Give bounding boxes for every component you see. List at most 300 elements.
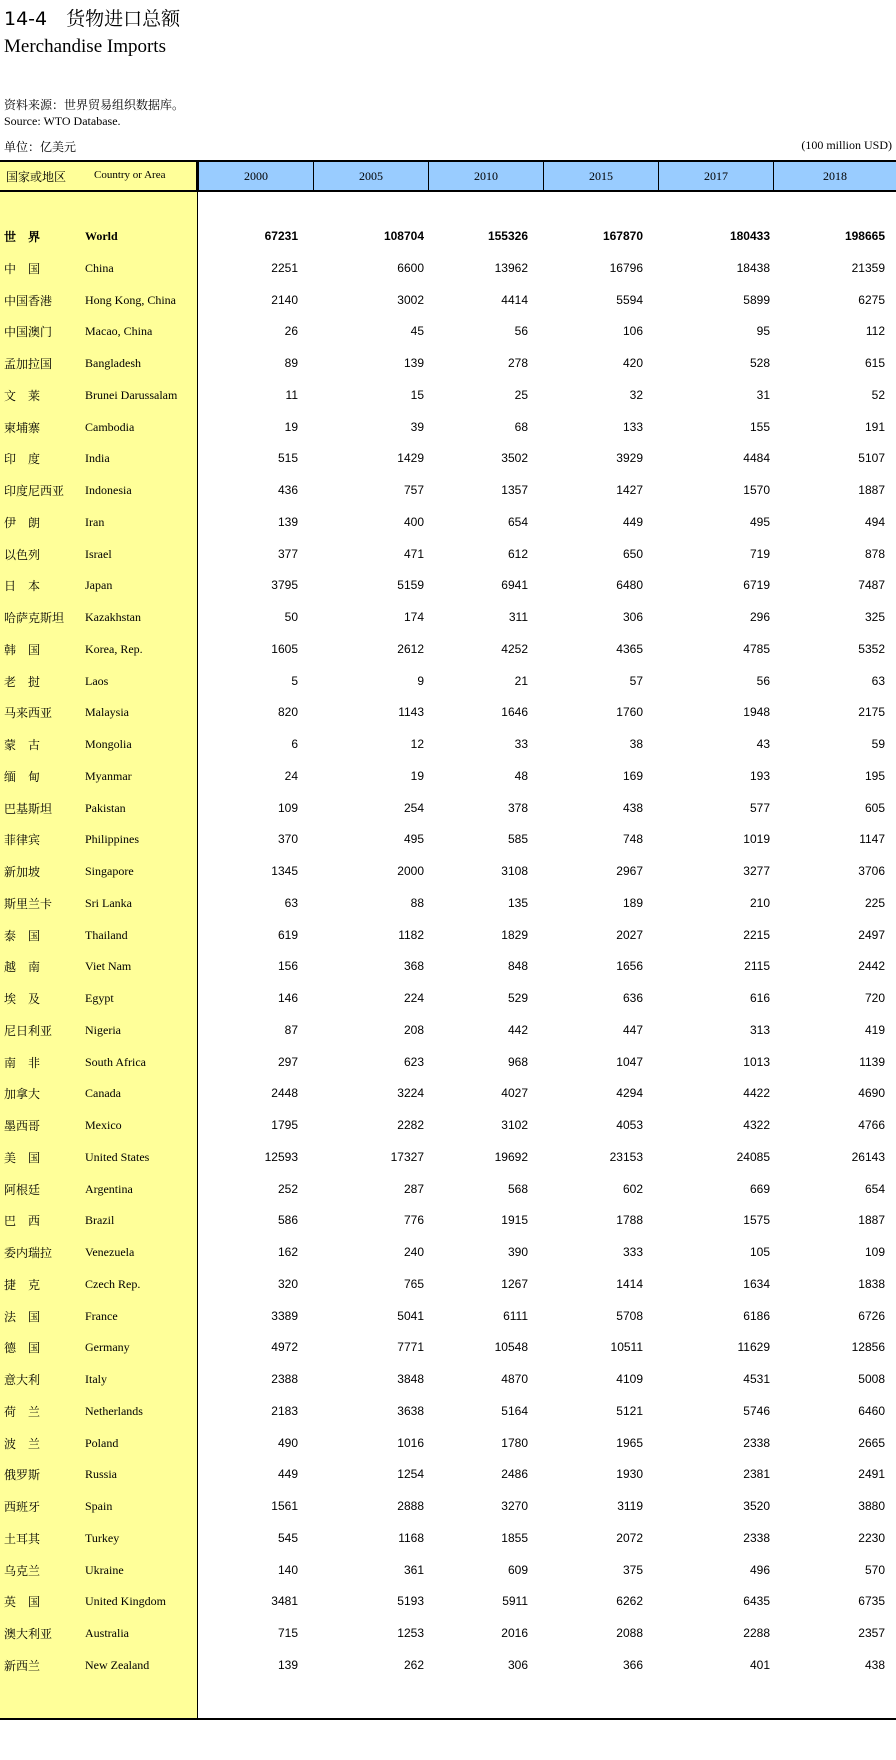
row-country-cn: 斯里兰卡 bbox=[4, 896, 53, 911]
row-country-en: New Zealand bbox=[85, 1657, 150, 1672]
row-value-2010: 19692 bbox=[494, 1149, 528, 1164]
row-country-cn: 委内瑞拉 bbox=[4, 1246, 53, 1260]
row-country-en: Japan bbox=[85, 578, 113, 593]
row-country-cn: 印 度 bbox=[4, 452, 41, 467]
row-value-2015: 1047 bbox=[616, 1054, 643, 1069]
year-header-5: 2018 bbox=[773, 162, 896, 190]
row-value-2017: 24085 bbox=[736, 1149, 770, 1164]
row-value-2015: 23153 bbox=[609, 1149, 643, 1164]
row-value-2005: 17327 bbox=[390, 1149, 424, 1164]
row-country-en: United States bbox=[85, 1149, 150, 1164]
row-value-2000: 156 bbox=[277, 959, 298, 974]
row-country-cn: 加拿大 bbox=[4, 1087, 41, 1102]
table-row bbox=[0, 317, 896, 349]
row-value-2017: 155 bbox=[749, 419, 770, 434]
row-value-2015: 366 bbox=[622, 1657, 643, 1672]
row-value-2017: 616 bbox=[749, 991, 770, 1005]
table-row bbox=[0, 1429, 896, 1461]
table-row bbox=[0, 1397, 896, 1429]
row-country-cn: 日 本 bbox=[4, 579, 41, 594]
row-value-2000: 370 bbox=[277, 832, 298, 847]
row-country-cn: 墨西哥 bbox=[4, 1119, 41, 1133]
row-value-2010: 21 bbox=[514, 673, 528, 688]
row-country-cn: 波 兰 bbox=[4, 1436, 41, 1451]
row-country-cn: 世 界 bbox=[4, 230, 41, 244]
row-country-cn: 尼日利亚 bbox=[4, 1023, 53, 1038]
row-value-2018: 2175 bbox=[858, 705, 885, 720]
row-value-2018: 5107 bbox=[858, 451, 885, 466]
row-value-2018: 7487 bbox=[858, 578, 885, 593]
row-value-2015: 1965 bbox=[616, 1435, 643, 1450]
row-value-2000: 162 bbox=[277, 1245, 298, 1259]
row-value-2017: 193 bbox=[749, 768, 770, 783]
row-country-cn: 蒙 古 bbox=[4, 738, 41, 752]
table-row bbox=[0, 476, 896, 508]
table-row bbox=[0, 1238, 896, 1270]
row-country-cn: 西班牙 bbox=[4, 1500, 41, 1514]
row-country-cn: 柬埔寨 bbox=[4, 420, 41, 435]
row-value-2018: 570 bbox=[864, 1562, 885, 1577]
row-value-2000: 11 bbox=[285, 387, 298, 402]
row-value-2005: 623 bbox=[403, 1054, 424, 1069]
row-country-cn: 伊 朗 bbox=[4, 515, 41, 530]
row-value-2018: 112 bbox=[865, 324, 885, 339]
row-value-2015: 10511 bbox=[610, 1340, 643, 1355]
row-value-2005: 495 bbox=[403, 832, 424, 847]
row-value-2015: 106 bbox=[622, 324, 643, 339]
row-value-2010: 5911 bbox=[502, 1594, 528, 1609]
row-value-2017: 577 bbox=[749, 800, 770, 815]
row-value-2010: 13962 bbox=[494, 260, 528, 275]
row-country-en: Australia bbox=[85, 1626, 129, 1640]
row-value-2015: 5121 bbox=[616, 1403, 643, 1418]
table-row bbox=[0, 286, 896, 318]
row-value-2017: 4322 bbox=[743, 1118, 770, 1132]
row-value-2017: 31 bbox=[756, 387, 770, 402]
table-row bbox=[0, 1079, 896, 1111]
row-value-2018: 438 bbox=[864, 1657, 885, 1672]
row-value-2018: 225 bbox=[864, 895, 885, 910]
row-value-2015: 333 bbox=[622, 1245, 643, 1259]
row-value-2000: 19 bbox=[284, 419, 298, 434]
row-value-2005: 1253 bbox=[397, 1626, 424, 1640]
row-country-cn: 中 国 bbox=[4, 261, 41, 276]
row-value-2015: 5594 bbox=[616, 292, 643, 307]
row-country-en: Brazil bbox=[85, 1213, 115, 1228]
source-note-en: Source: WTO Database. bbox=[4, 114, 121, 128]
row-value-2005: 7771 bbox=[397, 1340, 424, 1355]
row-value-2018: 59 bbox=[871, 737, 885, 751]
row-value-2010: 390 bbox=[507, 1245, 528, 1259]
row-value-2018: 52 bbox=[871, 387, 885, 402]
row-value-2005: 5041 bbox=[397, 1308, 424, 1323]
row-value-2018: 195 bbox=[864, 768, 885, 783]
row-value-2005: 1254 bbox=[397, 1467, 424, 1482]
row-value-2015: 1656 bbox=[616, 959, 643, 974]
row-value-2017: 18438 bbox=[736, 260, 770, 275]
row-value-2010: 1267 bbox=[501, 1276, 528, 1291]
row-country-en: Spain bbox=[85, 1499, 113, 1513]
row-country-en: France bbox=[85, 1308, 118, 1323]
row-country-cn: 俄罗斯 bbox=[4, 1468, 41, 1483]
row-country-cn: 美 国 bbox=[4, 1150, 41, 1165]
source-note-cn: 资料来源：世界贸易组织数据库。 bbox=[4, 98, 185, 112]
table-row bbox=[0, 1460, 896, 1492]
table-row bbox=[0, 349, 896, 381]
row-value-2005: 2612 bbox=[397, 641, 424, 656]
row-country-cn: 阿根廷 bbox=[4, 1182, 41, 1197]
row-value-2015: 1760 bbox=[616, 705, 643, 720]
row-value-2015: 4109 bbox=[616, 1372, 643, 1386]
row-value-2005: 6600 bbox=[397, 260, 424, 275]
row-value-2017: 2381 bbox=[743, 1467, 770, 1482]
row-value-2017: 5746 bbox=[743, 1403, 770, 1418]
row-value-2000: 1561 bbox=[271, 1499, 298, 1513]
row-value-2017: 56 bbox=[756, 673, 770, 688]
row-value-2018: 2230 bbox=[858, 1530, 885, 1545]
row-value-2010: 612 bbox=[507, 546, 528, 561]
row-value-2015: 16796 bbox=[609, 260, 643, 275]
row-value-2017: 669 bbox=[749, 1181, 770, 1196]
table-row bbox=[0, 1111, 896, 1143]
table-row bbox=[0, 1365, 896, 1397]
row-country-en: Brunei Darussalam bbox=[85, 387, 178, 402]
row-value-2005: 9 bbox=[417, 673, 424, 688]
row-value-2005: 471 bbox=[403, 546, 424, 561]
row-value-2010: 4870 bbox=[501, 1372, 528, 1386]
row-value-2017: 495 bbox=[749, 514, 770, 529]
row-country-cn: 以色列 bbox=[4, 547, 41, 562]
row-value-2010: 1855 bbox=[501, 1530, 528, 1545]
row-value-2018: 1139 bbox=[859, 1054, 885, 1069]
row-value-2010: 1646 bbox=[501, 705, 528, 720]
row-value-2005: 1016 bbox=[397, 1435, 424, 1450]
year-header-3: 2015 bbox=[543, 162, 658, 190]
row-value-2010: 2016 bbox=[501, 1626, 528, 1640]
row-country-en: Venezuela bbox=[85, 1245, 135, 1259]
row-value-2015: 306 bbox=[622, 610, 643, 624]
table-row bbox=[0, 444, 896, 476]
row-value-2005: 765 bbox=[403, 1276, 424, 1291]
row-country-cn: 哈萨克斯坦 bbox=[4, 611, 65, 625]
row-value-2000: 586 bbox=[277, 1213, 298, 1228]
row-value-2018: 2491 bbox=[858, 1467, 885, 1482]
table-row bbox=[0, 571, 896, 603]
row-value-2010: 3270 bbox=[501, 1499, 528, 1513]
row-country-cn: 巴基斯坦 bbox=[4, 801, 53, 816]
row-value-2005: 2000 bbox=[397, 864, 424, 878]
row-value-2017: 210 bbox=[749, 895, 770, 910]
row-value-2015: 38 bbox=[629, 737, 643, 751]
row-country-en: Viet Nam bbox=[85, 959, 132, 974]
row-value-2000: 109 bbox=[277, 800, 298, 815]
row-value-2005: 2888 bbox=[397, 1499, 424, 1513]
table-row bbox=[0, 603, 896, 635]
row-country-cn: 韩 国 bbox=[4, 642, 41, 657]
row-value-2010: 968 bbox=[507, 1054, 528, 1069]
row-value-2015: 32 bbox=[629, 387, 643, 402]
row-value-2010: 3102 bbox=[501, 1118, 528, 1132]
row-country-en: Sri Lanka bbox=[85, 895, 132, 910]
row-value-2017: 496 bbox=[749, 1562, 770, 1577]
row-value-2010: 6111 bbox=[503, 1308, 528, 1323]
row-value-2005: 45 bbox=[410, 324, 424, 339]
row-country-en: Russia bbox=[85, 1467, 118, 1482]
year-header-2: 2010 bbox=[428, 162, 543, 190]
row-value-2005: 15 bbox=[410, 387, 424, 402]
row-value-2015: 449 bbox=[622, 514, 643, 529]
row-value-2018: 2442 bbox=[858, 959, 885, 974]
row-value-2015: 6480 bbox=[616, 578, 643, 593]
row-country-en: Kazakhstan bbox=[85, 610, 141, 624]
row-value-2018: 878 bbox=[864, 546, 885, 561]
row-value-2005: 3638 bbox=[397, 1403, 424, 1418]
row-value-2000: 545 bbox=[277, 1530, 298, 1545]
row-value-2017: 1570 bbox=[743, 483, 770, 497]
row-value-2015: 375 bbox=[622, 1562, 643, 1577]
row-country-en: Thailand bbox=[85, 927, 128, 942]
row-country-en: Iran bbox=[85, 514, 105, 529]
row-value-2018: 2357 bbox=[858, 1626, 885, 1640]
table-row bbox=[0, 413, 896, 445]
row-country-en: Myanmar bbox=[85, 768, 132, 783]
row-value-2015: 748 bbox=[622, 832, 643, 847]
table-row bbox=[0, 825, 896, 857]
row-value-2017: 43 bbox=[756, 737, 770, 751]
row-value-2017: 2115 bbox=[744, 959, 770, 974]
row-country-cn: 老 挝 bbox=[4, 674, 41, 689]
table-row bbox=[0, 508, 896, 540]
row-country-en: Turkey bbox=[85, 1530, 120, 1545]
year-header-1: 2005 bbox=[313, 162, 428, 190]
row-value-2005: 39 bbox=[410, 419, 424, 434]
row-value-2005: 1429 bbox=[397, 451, 424, 466]
row-value-2010: 3502 bbox=[501, 451, 528, 466]
row-value-2000: 2251 bbox=[271, 260, 298, 275]
row-value-2010: 68 bbox=[514, 419, 528, 434]
row-value-2005: 3002 bbox=[397, 292, 424, 307]
row-value-2018: 21359 bbox=[851, 260, 885, 275]
row-value-2015: 167870 bbox=[602, 229, 643, 243]
table-row bbox=[0, 1048, 896, 1080]
row-country-en: Hong Kong, China bbox=[85, 292, 176, 307]
row-value-2005: 224 bbox=[403, 991, 424, 1005]
row-value-2005: 108704 bbox=[383, 229, 424, 243]
row-country-en: Malaysia bbox=[85, 705, 129, 720]
year-header-0: 2000 bbox=[198, 162, 313, 190]
row-value-2000: 146 bbox=[277, 991, 298, 1005]
row-country-en: Pakistan bbox=[85, 800, 126, 815]
row-value-2000: 449 bbox=[277, 1467, 298, 1482]
row-country-en: Nigeria bbox=[85, 1022, 121, 1037]
row-value-2018: 6275 bbox=[858, 292, 885, 307]
table-row bbox=[0, 635, 896, 667]
row-country-cn: 乌克兰 bbox=[4, 1563, 41, 1578]
table-row bbox=[0, 1175, 896, 1207]
row-value-2005: 1182 bbox=[398, 927, 424, 942]
row-value-2017: 5899 bbox=[743, 292, 770, 307]
row-country-cn: 南 非 bbox=[4, 1055, 41, 1070]
row-value-2000: 140 bbox=[277, 1562, 298, 1577]
row-value-2015: 57 bbox=[629, 673, 643, 688]
row-value-2010: 3108 bbox=[501, 864, 528, 878]
row-value-2000: 2448 bbox=[271, 1086, 298, 1101]
table-row bbox=[0, 1143, 896, 1175]
row-value-2018: 6726 bbox=[858, 1308, 885, 1323]
row-value-2005: 400 bbox=[403, 514, 424, 529]
row-country-cn: 捷 克 bbox=[4, 1277, 41, 1292]
table-row bbox=[0, 889, 896, 921]
row-value-2015: 2967 bbox=[616, 864, 643, 878]
row-value-2010: 155326 bbox=[487, 229, 528, 243]
row-value-2000: 24 bbox=[284, 768, 298, 783]
row-value-2018: 4690 bbox=[858, 1086, 885, 1101]
row-value-2005: 12 bbox=[410, 737, 424, 751]
row-value-2000: 3389 bbox=[271, 1308, 298, 1323]
row-country-en: Singapore bbox=[85, 864, 134, 878]
row-value-2018: 419 bbox=[864, 1022, 885, 1037]
row-value-2018: 494 bbox=[864, 514, 885, 529]
row-value-2000: 377 bbox=[277, 546, 298, 561]
row-value-2018: 1887 bbox=[858, 483, 885, 497]
row-value-2010: 48 bbox=[514, 768, 528, 783]
row-value-2015: 2027 bbox=[616, 927, 643, 942]
row-value-2017: 1634 bbox=[743, 1276, 770, 1291]
row-value-2000: 2388 bbox=[271, 1372, 298, 1386]
row-value-2017: 4785 bbox=[743, 641, 770, 656]
row-value-2015: 2072 bbox=[616, 1530, 643, 1545]
row-country-cn: 澳大利亚 bbox=[4, 1627, 53, 1641]
row-country-en: Cambodia bbox=[85, 419, 135, 434]
table-row bbox=[0, 984, 896, 1016]
row-value-2015: 602 bbox=[622, 1181, 643, 1196]
row-country-cn: 英 国 bbox=[4, 1595, 41, 1610]
row-value-2018: 2497 bbox=[858, 927, 885, 942]
table-row bbox=[0, 762, 896, 794]
row-country-cn: 埃 及 bbox=[4, 992, 41, 1006]
row-value-2018: 109 bbox=[864, 1245, 885, 1259]
row-value-2017: 4484 bbox=[743, 451, 770, 466]
row-value-2018: 5352 bbox=[858, 641, 885, 656]
row-value-2000: 1345 bbox=[271, 864, 298, 878]
row-value-2017: 2288 bbox=[743, 1626, 770, 1640]
row-value-2017: 296 bbox=[749, 610, 770, 624]
row-country-en: Mongolia bbox=[85, 737, 132, 751]
row-value-2000: 12593 bbox=[264, 1149, 298, 1164]
row-country-en: Germany bbox=[85, 1340, 130, 1355]
row-value-2017: 6186 bbox=[743, 1308, 770, 1323]
row-value-2017: 2338 bbox=[743, 1435, 770, 1450]
row-value-2005: 1143 bbox=[398, 705, 424, 720]
row-value-2000: 4972 bbox=[271, 1340, 298, 1355]
row-country-cn: 意大利 bbox=[4, 1373, 41, 1387]
row-value-2000: 515 bbox=[277, 451, 298, 466]
row-country-cn: 荷 兰 bbox=[4, 1404, 41, 1419]
table-row bbox=[0, 1651, 896, 1683]
row-value-2018: 6460 bbox=[858, 1403, 885, 1418]
row-value-2010: 5164 bbox=[501, 1403, 528, 1418]
row-country-en: Israel bbox=[85, 546, 112, 561]
row-value-2005: 5193 bbox=[397, 1594, 424, 1609]
row-country-cn: 巴 西 bbox=[4, 1214, 41, 1229]
row-value-2010: 306 bbox=[507, 1657, 528, 1672]
row-value-2005: 3224 bbox=[397, 1086, 424, 1101]
row-value-2005: 262 bbox=[403, 1657, 424, 1672]
row-value-2018: 1887 bbox=[858, 1213, 885, 1228]
row-value-2015: 1414 bbox=[616, 1276, 643, 1291]
row-country-en: Czech Rep. bbox=[85, 1276, 141, 1291]
row-value-2000: 89 bbox=[284, 356, 298, 370]
page-title-cn: 14-4 货物进口总额 bbox=[4, 8, 181, 30]
row-value-2010: 585 bbox=[507, 832, 528, 847]
row-country-en: India bbox=[85, 451, 110, 466]
row-value-2000: 252 bbox=[277, 1181, 298, 1196]
row-value-2000: 715 bbox=[277, 1626, 298, 1640]
row-value-2010: 311 bbox=[508, 610, 528, 624]
row-country-en: Argentina bbox=[85, 1181, 133, 1196]
row-value-2000: 50 bbox=[284, 610, 298, 624]
table-row bbox=[0, 254, 896, 286]
row-value-2015: 636 bbox=[622, 991, 643, 1005]
row-country-en: Netherlands bbox=[85, 1403, 143, 1418]
row-value-2015: 1930 bbox=[616, 1467, 643, 1482]
row-value-2017: 105 bbox=[749, 1245, 770, 1259]
row-value-2010: 1829 bbox=[501, 927, 528, 942]
row-value-2018: 3706 bbox=[858, 864, 885, 878]
row-country-en: Philippines bbox=[85, 832, 140, 847]
row-value-2015: 650 bbox=[622, 546, 643, 561]
row-value-2010: 1780 bbox=[501, 1435, 528, 1450]
table-row bbox=[0, 698, 896, 730]
row-value-2010: 2486 bbox=[501, 1467, 528, 1482]
table-bottom-rule bbox=[0, 1718, 896, 1720]
row-value-2005: 361 bbox=[403, 1562, 424, 1577]
row-value-2005: 5159 bbox=[397, 578, 424, 593]
row-value-2015: 133 bbox=[622, 419, 643, 434]
row-value-2005: 139 bbox=[403, 356, 424, 370]
row-country-cn: 德 国 bbox=[4, 1341, 41, 1356]
row-value-2005: 208 bbox=[403, 1022, 424, 1037]
row-country-cn: 印度尼西亚 bbox=[4, 484, 65, 498]
table-row bbox=[0, 381, 896, 413]
row-value-2000: 87 bbox=[284, 1022, 298, 1037]
row-value-2000: 2140 bbox=[271, 292, 298, 307]
row-value-2000: 139 bbox=[277, 514, 298, 529]
row-value-2017: 401 bbox=[749, 1657, 770, 1672]
row-value-2015: 3929 bbox=[616, 451, 643, 466]
row-value-2000: 63 bbox=[284, 895, 298, 910]
row-country-en: Egypt bbox=[85, 991, 114, 1005]
row-value-2005: 2282 bbox=[397, 1118, 424, 1132]
row-value-2005: 368 bbox=[403, 959, 424, 974]
row-value-2017: 2215 bbox=[743, 927, 770, 942]
row-value-2015: 1788 bbox=[616, 1213, 643, 1228]
row-value-2017: 1019 bbox=[743, 832, 770, 847]
row-value-2000: 139 bbox=[277, 1657, 298, 1672]
row-value-2017: 1013 bbox=[743, 1054, 770, 1069]
row-value-2010: 56 bbox=[514, 324, 528, 339]
row-value-2017: 4531 bbox=[743, 1372, 770, 1386]
table-row bbox=[0, 1524, 896, 1556]
row-country-en: Ukraine bbox=[85, 1562, 124, 1577]
row-country-cn: 泰 国 bbox=[4, 928, 41, 943]
table-row bbox=[0, 540, 896, 572]
row-country-cn: 土耳其 bbox=[4, 1531, 41, 1546]
row-country-en: World bbox=[85, 229, 118, 243]
row-country-en: Mexico bbox=[85, 1118, 122, 1132]
row-value-2000: 6 bbox=[291, 737, 298, 751]
row-value-2018: 6735 bbox=[858, 1594, 885, 1609]
